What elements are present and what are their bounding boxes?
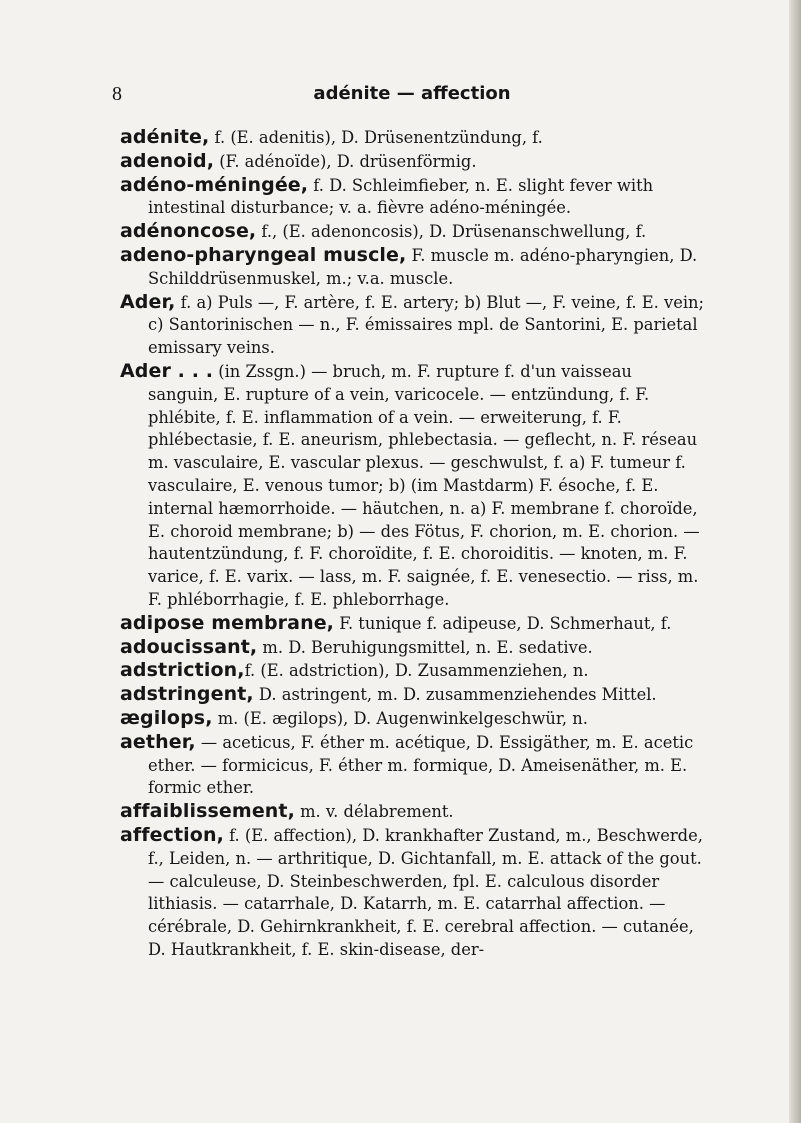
headword: aether,: [120, 730, 196, 753]
headword: adénite,: [120, 126, 210, 148]
entry-body: f., (E. adenoncosis), D. Drüsenanschwellung, f.: [256, 222, 647, 242]
headword: adipose membrane,: [120, 611, 335, 634]
entry-body: (in Zssgn.) — bruch, m. F. rupture f. d'un vaisseau sanguin, E. rupture of a vein, varicocele. — entzündung, f. F. phlébite, f. E. inflammation of a vein. — erweiterung, f. F. phlébectasie, f. E. aneurism, phlebectasia. — geflecht, n. F. réseau m. vasculaire, E. vascular plexus. — geschwulst, f. a) F. tumeur f. vasculaire, E. venous tumor; b) (im Mastdarm) F. ésoche, f. E. internal hæmorrhoide. — häutchen, n. a) F. membrane f. choroïde, E. choroid membrane; b) — des Fötus, F. chorion, m. E. chorion. — hautentzündung, f. F. choroïdite, f. E. choroiditis. — knoten, m. F. varice, f. E. varix. — lass, m. F. saignée, f. E. venesectio. — riss, m. F. phléborrhagie, f. E. phleborrhage.: [148, 361, 700, 609]
entry-adstriction: [120, 659, 705, 683]
dictionary-entries: [120, 126, 705, 962]
page-header: [112, 83, 712, 111]
headword: Ader . . .: [120, 359, 214, 382]
headword: adstriction,: [120, 659, 245, 682]
entry-adeno-meningee: [120, 174, 705, 221]
entry-body: f. D. Schleimfieber, n. E. slight fever with intestinal disturbance; v. a. fièvre adéno-méningée.: [148, 175, 654, 218]
entry-body: m. (E. ægilops), D. Augenwinkelgeschwür, n.: [212, 708, 588, 728]
headword: affaiblissement,: [120, 800, 295, 823]
page-number: 8: [112, 83, 122, 105]
entry-body: f. a) Puls —, F. artère, f. E. artery; b) Blut —, F. veine, f. E. vein; c) Santorinischen — n., F. émissaires mpl. de Santorini, E. parietal emissary veins.: [148, 292, 705, 358]
entry-adoucissant: [120, 636, 705, 660]
page-edge-shadow: [789, 0, 801, 1123]
entry-affection: [120, 824, 705, 962]
entry-ader: [120, 291, 705, 360]
headword: affection,: [120, 823, 224, 846]
headword: adeno-pharyngeal muscle,: [120, 243, 407, 266]
entry-body: D. astringent, m. D. zusammenziehendes Mittel.: [253, 685, 657, 705]
headword: adstringent,: [120, 683, 254, 706]
entry-adenite: [120, 126, 705, 150]
entry-ader-compounds: [120, 360, 705, 612]
headword: adéno-méningée,: [120, 173, 309, 196]
entry-adeno-pharyngeal-muscle: [120, 244, 705, 291]
headword: ægilops,: [120, 706, 213, 729]
entry-adenoncose: [120, 220, 705, 244]
entry-aegilops: [120, 707, 705, 731]
entry-body: F. tunique f. adipeuse, D. Schmerhaut, f.: [334, 613, 672, 633]
entry-body: f. (E. affection), D. krankhafter Zustand, m., Beschwerde, f., Leiden, n. — arthritique, D. Gichtanfall, m. E. attack of the gout. — calculeuse, D. Steinbeschwerden, fpl. E. calculous disorder lithiasis. — catarrhale, D. Katarrh, m. E. catarrhal affection. — cérébrale, D. Gehirnkrankheit, f. E. cerebral affection. — cutanée, D. Hautkrankheit, f. E. skin-disease, der-: [148, 825, 703, 959]
entry-body: F. muscle m. adéno-pharyngien, D. Schilddrüsenmuskel, m.; v.a. muscle.: [148, 245, 698, 288]
entry-body: — aceticus, F. éther m. acétique, D. Essigäther, m. E. acetic ether. — formicicus, F. éther m. formique, D. Ameisenäther, m. E. formic ether.: [148, 732, 694, 798]
headword: adenoid,: [120, 149, 215, 172]
running-head: adénite — affection: [313, 83, 511, 104]
entry-aether: [120, 731, 705, 800]
entry-affaiblissement: [120, 800, 705, 824]
headword: adénoncose,: [120, 220, 257, 243]
headword: adoucissant,: [120, 635, 258, 658]
entry-body: (F. adénoïde), D. drüsenförmig.: [214, 151, 477, 171]
entry-adipose-membrane: [120, 612, 705, 636]
entry-body: f. (E. adenitis), D. Drüsenentzündung, f.: [209, 128, 543, 147]
entry-body: m. D. Beruhigungsmittel, n. E. sedative.: [257, 637, 593, 657]
entry-body: m. v. délabrement.: [294, 802, 454, 822]
entry-adstringent: [120, 683, 705, 707]
entry-adenoid: [120, 150, 705, 174]
headword: Ader,: [120, 290, 176, 313]
entry-body: f. (E. adstriction), D. Zusammenziehen, n.: [244, 661, 589, 681]
